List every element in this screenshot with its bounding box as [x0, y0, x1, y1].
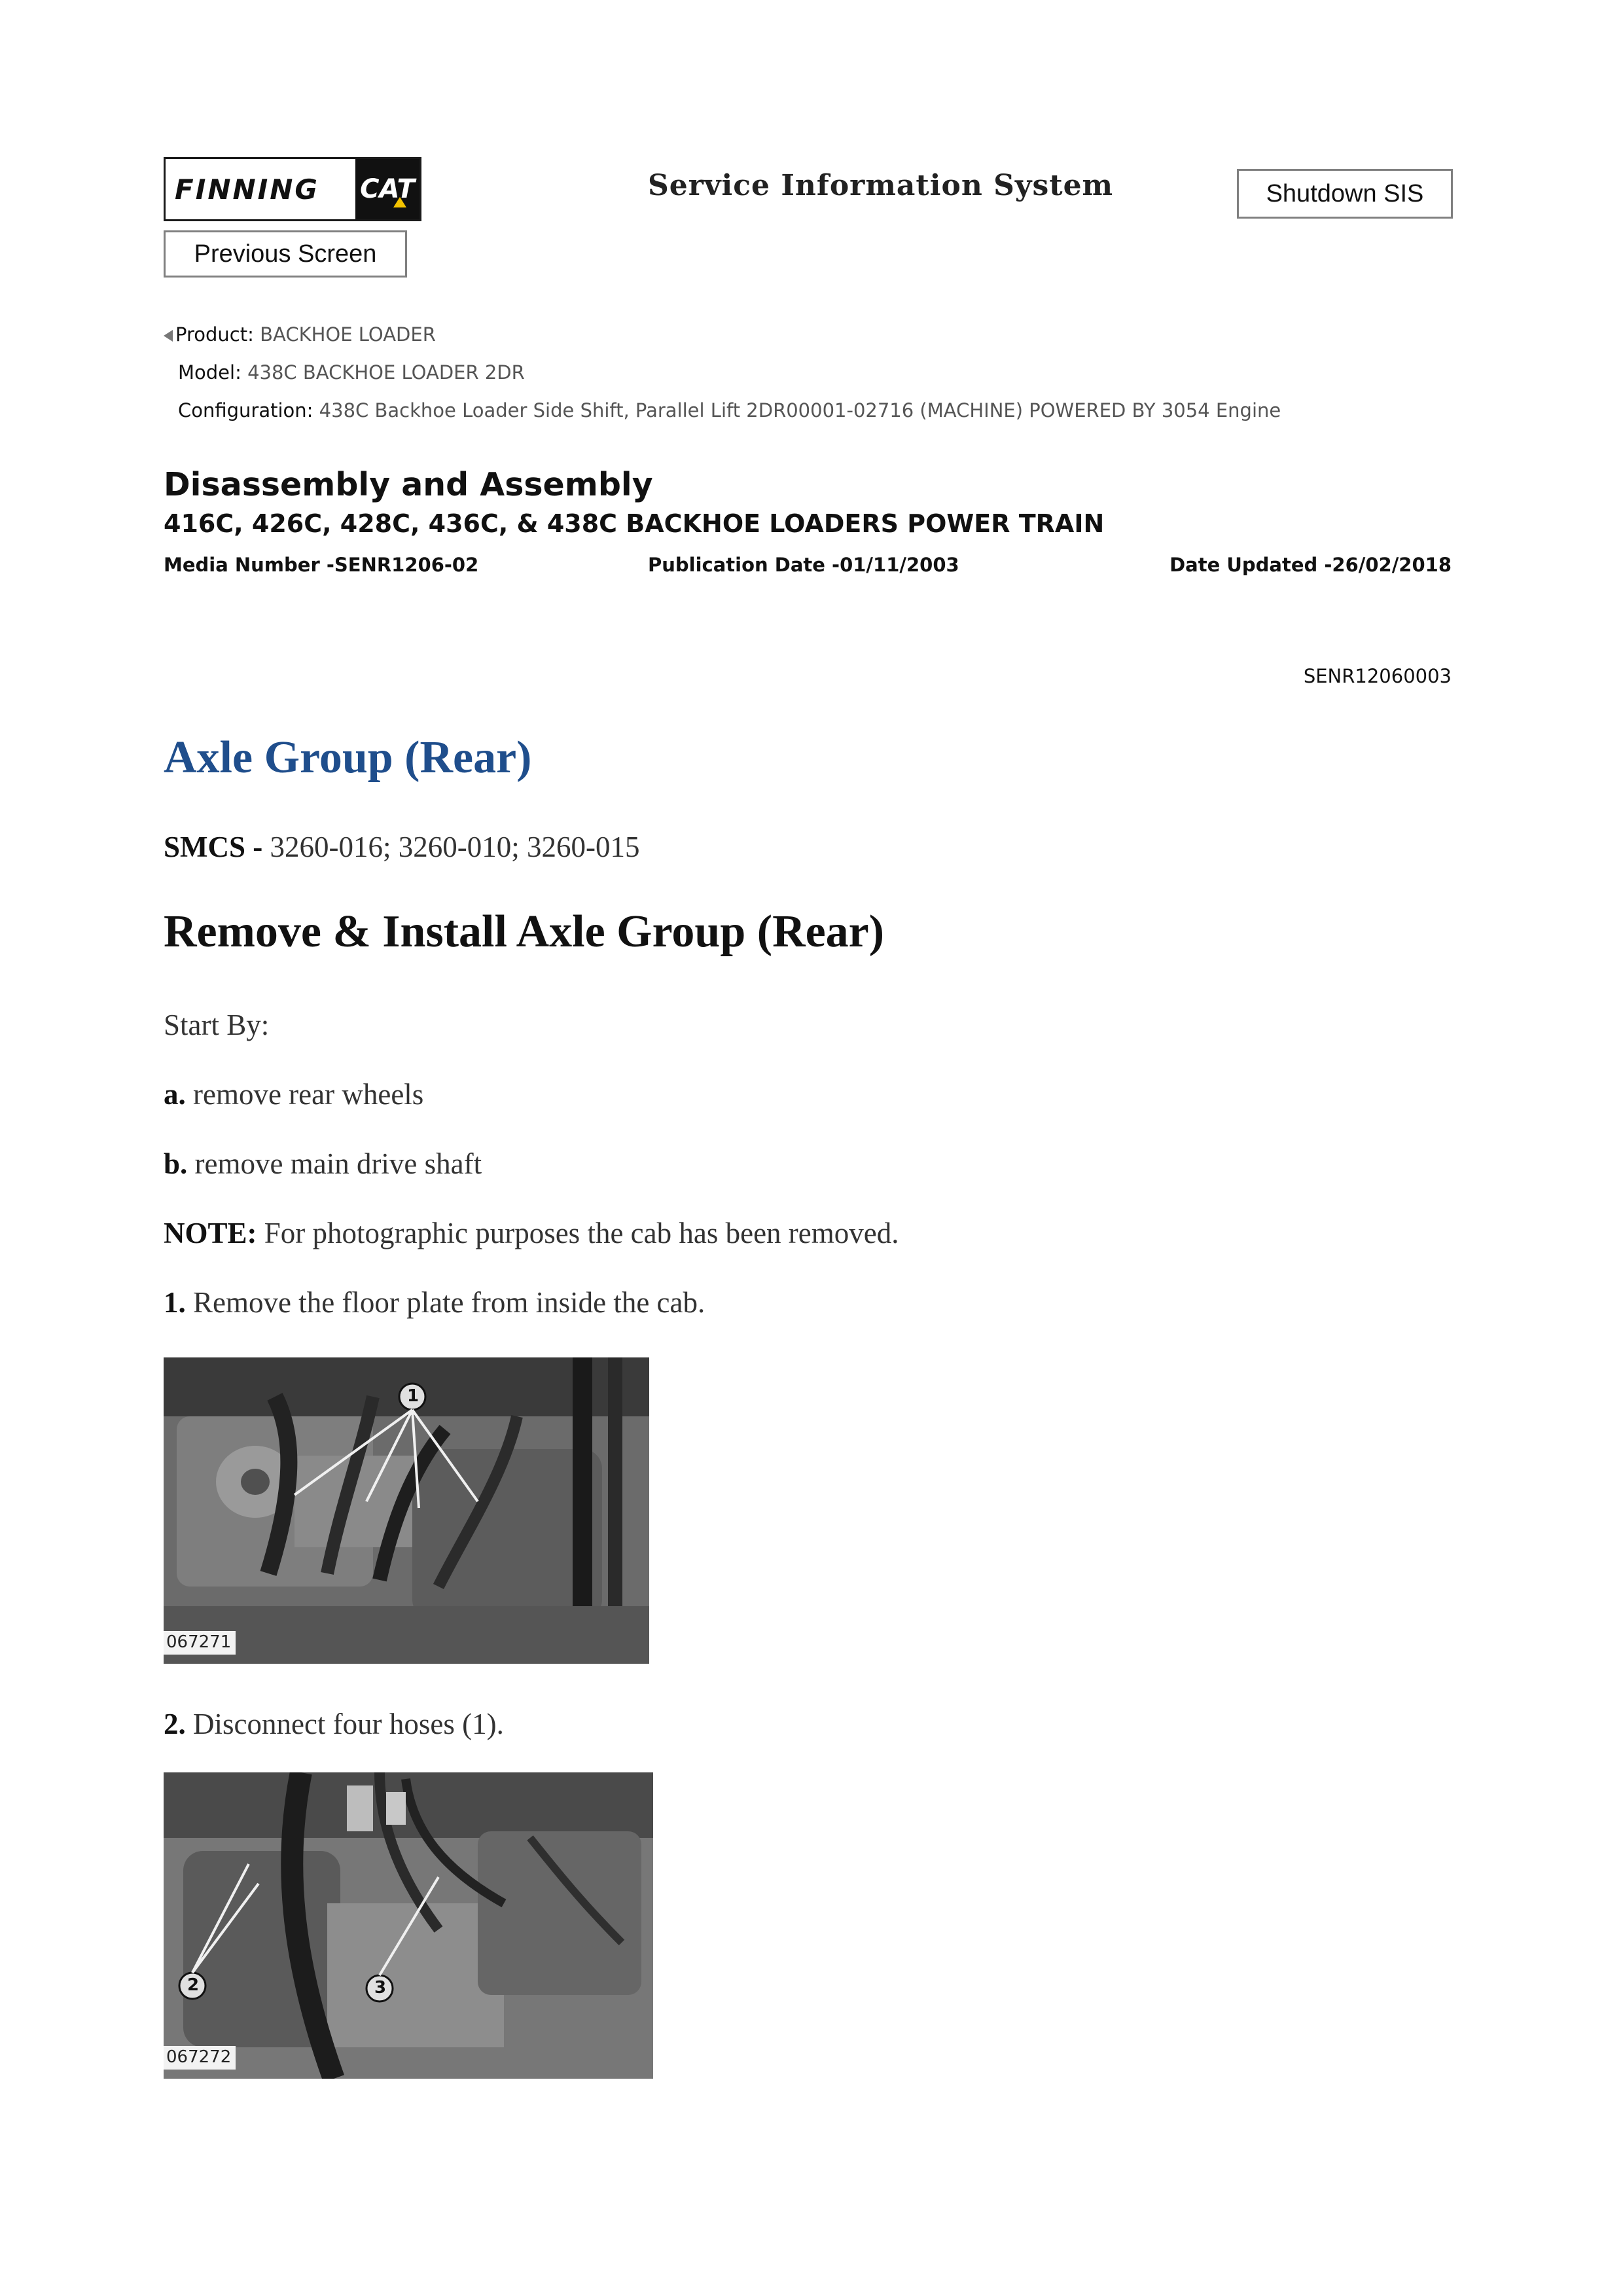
shutdown-sis-button[interactable]: Shutdown SIS: [1237, 169, 1453, 219]
figure-2-photo: [164, 1772, 653, 2079]
figure-2-code: 067272: [166, 2047, 232, 2067]
configuration-value: 438C Backhoe Loader Side Shift, Parallel Lift 2DR00001-02716 (MACHINE) POWERED BY 3054 Engine: [319, 399, 1281, 422]
prereq-a: [164, 1077, 423, 1111]
section-title: Remove & Install Axle Group (Rear): [164, 906, 885, 957]
configuration-row: [178, 399, 1281, 422]
back-arrow-icon[interactable]: [164, 330, 173, 342]
figure-1-code: 067271: [166, 1632, 232, 1652]
model-label: Model:: [178, 361, 241, 384]
product-value: BACKHOE LOADER: [260, 323, 436, 346]
product-row: [164, 323, 436, 346]
step-2-label: 2.: [164, 1708, 186, 1740]
figure-1-callout-1: 1: [407, 1386, 419, 1406]
note-label: NOTE:: [164, 1217, 257, 1249]
start-by-text: Start By:: [164, 1009, 270, 1041]
prereq-b-label: b.: [164, 1147, 188, 1180]
configuration-label: Configuration:: [178, 399, 313, 422]
smcs-codes: [164, 830, 639, 864]
model-row: [178, 361, 525, 384]
media-number: Media Number -SENR1206-02: [164, 554, 479, 576]
smcs-values: 3260-016; 3260-010; 3260-015: [262, 831, 640, 863]
prereq-a-label: a.: [164, 1078, 186, 1111]
model-value: 438C BACKHOE LOADER 2DR: [247, 361, 525, 384]
figure-2-callout-2: 2: [187, 1975, 200, 1995]
cat-logo: CAT: [355, 159, 419, 219]
figure-2-callout-3: 3: [374, 1978, 387, 1998]
document-id: SENR12060003: [1303, 665, 1452, 687]
step-2: [164, 1707, 504, 1741]
figure-1-photo: [164, 1357, 649, 1664]
document-subtitle: 416C, 426C, 428C, 436C, & 438C BACKHOE LOADERS POWER TRAIN: [164, 509, 1105, 538]
step-1-text: Remove the floor plate from inside the cab.: [185, 1286, 705, 1319]
prereq-b: [164, 1147, 482, 1181]
note: [164, 1216, 899, 1250]
document-type: Disassembly and Assembly: [164, 466, 653, 503]
cat-logo-triangle-icon: [393, 197, 406, 207]
page-title: Axle Group (Rear): [164, 732, 532, 783]
finning-logo-text: FINNING: [175, 173, 319, 206]
finning-cat-logo: [164, 157, 421, 221]
publication-date: Publication Date -01/11/2003: [648, 554, 959, 576]
prereq-a-text: remove rear wheels: [185, 1078, 424, 1111]
product-label: Product:: [175, 323, 254, 346]
prereq-b-text: remove main drive shaft: [187, 1147, 482, 1180]
step-1: [164, 1285, 705, 1319]
date-updated: Date Updated -26/02/2018: [1169, 554, 1452, 576]
step-2-text: Disconnect four hoses (1).: [185, 1708, 504, 1740]
system-title: Service Information System: [648, 169, 1114, 202]
previous-screen-button[interactable]: Previous Screen: [164, 230, 407, 278]
smcs-label: SMCS -: [164, 831, 263, 863]
step-1-label: 1.: [164, 1286, 186, 1319]
note-text: For photographic purposes the cab has been removed.: [257, 1217, 899, 1249]
